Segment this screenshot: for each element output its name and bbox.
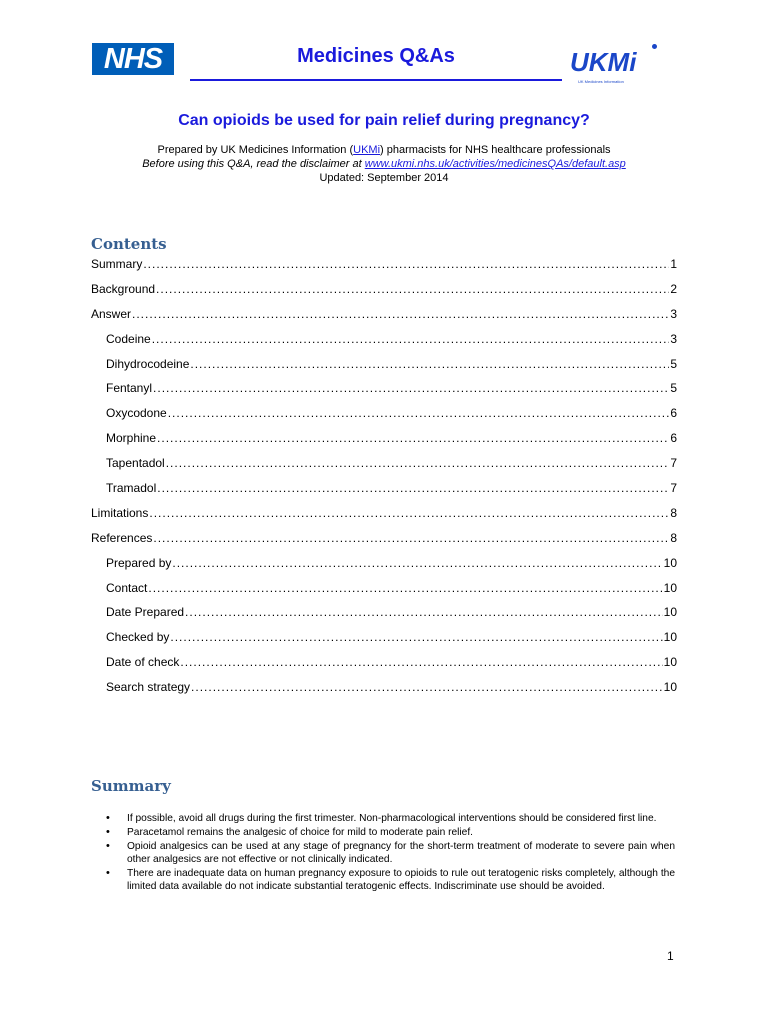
toc-page: 5 xyxy=(670,381,677,396)
toc-label: Dihydrocodeine xyxy=(106,356,190,371)
summary-bullet: • There are inadequate data on human pregnancy exposure to opioids to rule out teratogenic risks completely, although the limited data available do not indicate substantial teratogenic effects. Indiscriminate use should be avoided. xyxy=(127,867,675,893)
prepared-prefix: Prepared by UK Medicines Information ( xyxy=(157,144,354,156)
contents-heading: Contents xyxy=(91,235,167,253)
summary-heading: Summary xyxy=(91,777,171,795)
toc-leader xyxy=(180,653,662,671)
toc-page: 10 xyxy=(663,630,677,645)
ukmi-logo-dot xyxy=(652,44,657,49)
toc-label: Summary xyxy=(91,257,143,271)
toc-page: 10 xyxy=(663,555,677,570)
toc-label: Date of check xyxy=(106,655,180,670)
toc-leader xyxy=(185,603,663,621)
toc-entry-contact[interactable] xyxy=(91,579,677,604)
page-number: 1 xyxy=(667,949,674,963)
toc-page: 7 xyxy=(670,456,677,471)
toc-label: References xyxy=(91,530,153,545)
ukmi-logo-tagline: UK Medicines Information xyxy=(578,80,624,84)
toc-entry-summary[interactable] xyxy=(91,255,677,280)
toc-entry-morphine[interactable] xyxy=(91,429,677,454)
table-of-contents xyxy=(91,255,677,703)
summary-bullet: • Opioid analgesics can be used at any stage of pregnancy for the short-term treatment of moderate to severe pain when other analgesics are not effective or not clinically indicated. xyxy=(127,840,675,866)
toc-leader xyxy=(157,479,669,497)
toc-leader xyxy=(152,330,670,348)
toc-page: 6 xyxy=(670,431,677,446)
toc-page: 7 xyxy=(670,481,677,496)
toc-label: Tramadol xyxy=(106,481,157,496)
toc-label: Morphine xyxy=(106,431,157,446)
ukmi-link[interactable]: UKMi xyxy=(353,144,381,156)
toc-leader xyxy=(153,529,669,547)
toc-leader xyxy=(149,504,669,522)
toc-leader xyxy=(157,429,669,447)
toc-entry-prepared-by[interactable] xyxy=(91,554,677,579)
ukmi-logo-text: UKMi xyxy=(570,47,637,77)
prepared-suffix: ) pharmacists for NHS healthcare professionals xyxy=(380,144,611,156)
toc-entry-dihydrocodeine[interactable] xyxy=(91,355,677,380)
toc-page: 10 xyxy=(663,580,677,595)
toc-entry-checked-by[interactable] xyxy=(91,628,677,653)
updated-date: Updated: September 2014 xyxy=(319,172,449,184)
toc-label: Checked by xyxy=(106,630,170,645)
toc-label: Tapentadol xyxy=(106,456,165,471)
toc-entry-tramadol[interactable] xyxy=(91,479,677,504)
toc-label: Prepared by xyxy=(106,555,172,570)
summary-bullet-list xyxy=(127,812,675,894)
header-divider xyxy=(190,79,562,81)
toc-entry-background[interactable] xyxy=(91,280,677,305)
toc-label: Contact xyxy=(106,580,148,595)
toc-label: Date Prepared xyxy=(106,605,185,620)
toc-entry-fentanyl[interactable] xyxy=(91,379,677,404)
toc-page: 1 xyxy=(670,257,677,271)
toc-entry-codeine[interactable] xyxy=(91,330,677,355)
prepared-by-line xyxy=(0,143,768,157)
toc-page: 2 xyxy=(670,281,677,296)
toc-label: Fentanyl xyxy=(106,381,153,396)
toc-entry-references[interactable] xyxy=(91,529,677,554)
toc-label: Background xyxy=(91,281,156,296)
toc-label: Codeine xyxy=(106,331,151,346)
toc-leader xyxy=(153,379,669,397)
toc-label: Oxycodone xyxy=(106,406,167,421)
toc-page: 3 xyxy=(670,306,677,321)
disclaimer-link[interactable]: www.ukmi.nhs.uk/activities/medicinesQAs/default.asp xyxy=(364,158,626,170)
toc-entry-search-strategy[interactable] xyxy=(91,678,677,703)
document-title: Can opioids be used for pain relief during pregnancy? xyxy=(178,112,590,129)
disclaimer-line xyxy=(0,157,768,171)
toc-leader xyxy=(190,355,669,373)
header-title: Medicines Q&As xyxy=(297,45,455,67)
toc-entry-date-prepared[interactable] xyxy=(91,603,677,628)
toc-entry-limitations[interactable] xyxy=(91,504,677,529)
toc-leader xyxy=(132,305,669,323)
nhs-logo: NHS xyxy=(92,43,174,75)
toc-page: 8 xyxy=(670,505,677,520)
toc-page: 8 xyxy=(670,530,677,545)
summary-bullet: • If possible, avoid all drugs during the first trimester. Non-pharmacological interventions should be considered first line. xyxy=(127,812,675,825)
toc-leader xyxy=(168,404,670,422)
toc-label: Answer xyxy=(91,306,132,321)
toc-page: 3 xyxy=(670,331,677,346)
toc-leader xyxy=(191,678,663,696)
toc-page: 10 xyxy=(663,605,677,620)
toc-page: 10 xyxy=(663,655,677,670)
summary-bullet: • Paracetamol remains the analgesic of choice for mild to moderate pain relief. xyxy=(127,826,675,839)
toc-label: Limitations xyxy=(91,505,149,520)
toc-entry-answer[interactable] xyxy=(91,305,677,330)
toc-entry-oxycodone[interactable] xyxy=(91,404,677,429)
toc-page: 5 xyxy=(670,356,677,371)
ukmi-logo xyxy=(570,44,660,90)
toc-entry-tapentadol[interactable] xyxy=(91,454,677,479)
toc-leader xyxy=(156,280,669,298)
toc-leader xyxy=(170,628,662,646)
disclaimer-text: Before using this Q&A, read the disclaimer at xyxy=(142,158,365,170)
toc-page: 10 xyxy=(663,680,677,695)
toc-entry-date-of-check[interactable] xyxy=(91,653,677,678)
toc-leader xyxy=(172,554,662,572)
toc-label: Search strategy xyxy=(106,680,191,695)
toc-leader xyxy=(143,255,669,273)
toc-leader xyxy=(148,579,662,597)
toc-leader xyxy=(166,454,670,472)
toc-page: 6 xyxy=(670,406,677,421)
